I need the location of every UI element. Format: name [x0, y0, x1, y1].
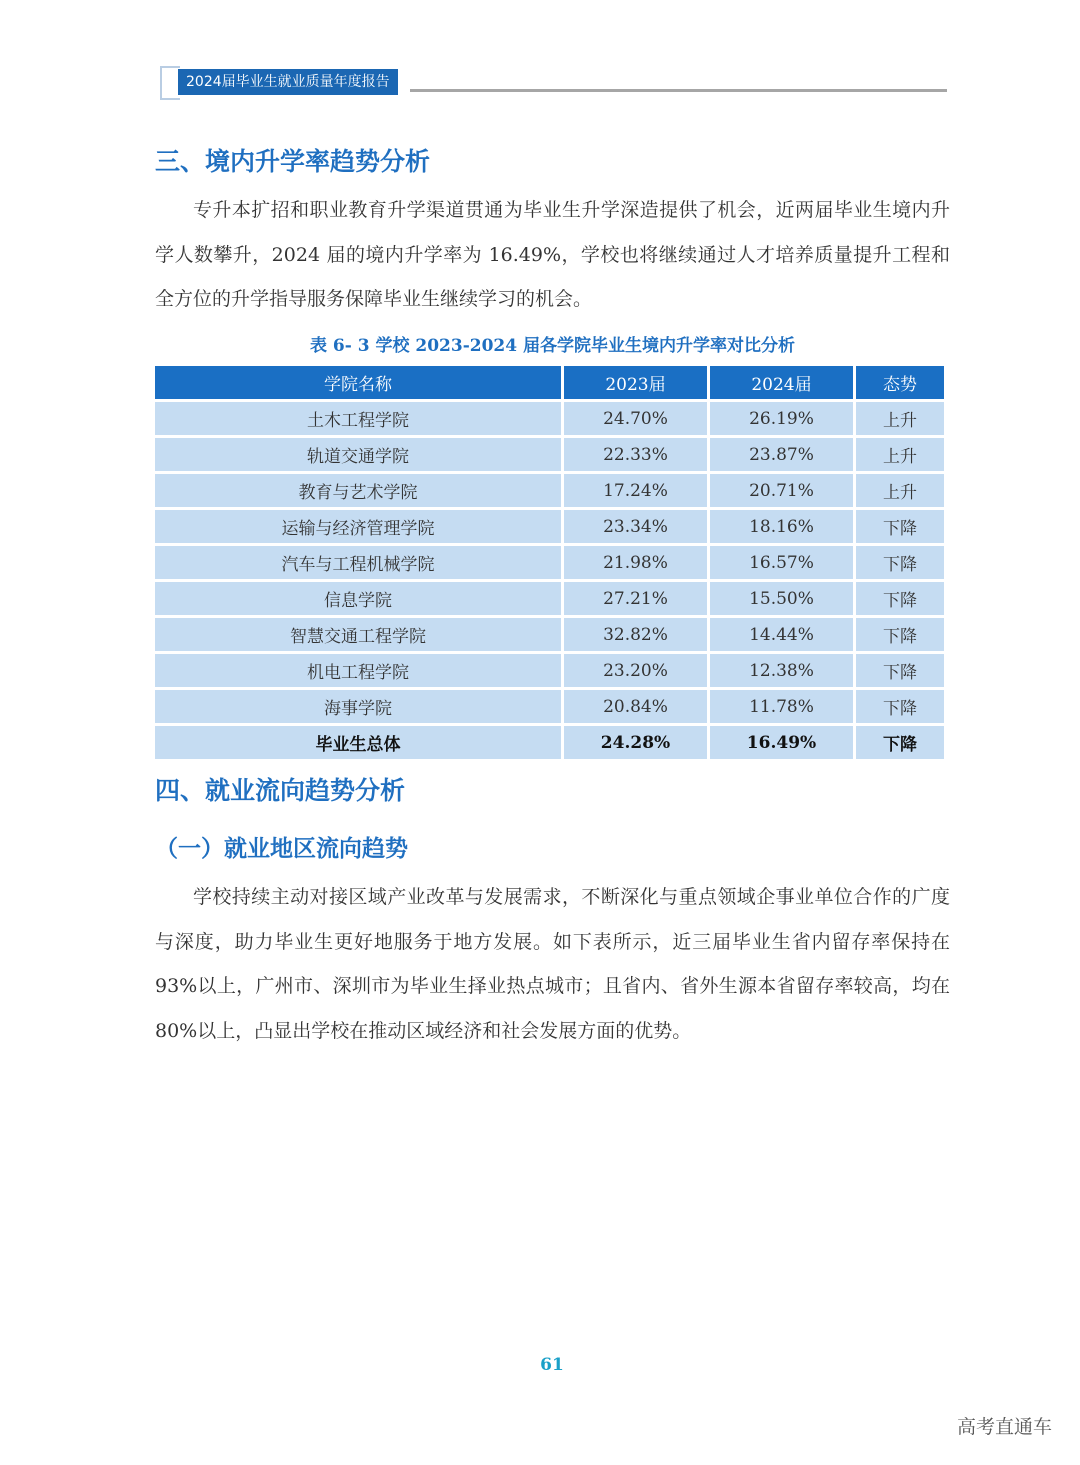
table-cell: 上升 [856, 402, 944, 435]
table-cell: 下降 [856, 510, 944, 543]
table-cell: 17.24% [564, 474, 707, 507]
section-4-paragraph: 学校持续主动对接区域产业改革与发展需求，不断深化与重点领域企事业单位合作的广度与深度，助力毕业生更好地服务于地方发展。如下表所示，近三届毕业生省内留存率保持在 93%以上，广州市、深圳市为毕业生择业热点城市；且省内、省外生源本省留存率较高，均在 80%以上，凸显出学校在推动区域经济和社会发展方面的优势。 [155, 886, 950, 1042]
table-cell: 18.16% [710, 510, 853, 543]
page-number: 61 [540, 1355, 564, 1375]
section-4-heading: 四、就业流向趋势分析 [155, 776, 406, 805]
table-row [155, 726, 944, 759]
table-row [155, 474, 944, 507]
table-cell: 26.19% [710, 402, 853, 435]
table-cell: 下降 [856, 618, 944, 651]
table-caption: 表 6- 3 学校 2023-2024 届各学院毕业生境内升学率对比分析 [310, 336, 795, 356]
table-cell: 12.38% [710, 654, 853, 687]
table-row [155, 690, 944, 723]
table-cell: 运输与经济管理学院 [155, 510, 561, 543]
table-cell: 下降 [856, 546, 944, 579]
table-cell: 下降 [856, 726, 944, 759]
table-cell: 11.78% [710, 690, 853, 723]
table-cell: 汽车与工程机械学院 [155, 546, 561, 579]
table-row [155, 510, 944, 543]
table-cell: 32.82% [564, 618, 707, 651]
table-cell: 27.21% [564, 582, 707, 615]
table-cell: 机电工程学院 [155, 654, 561, 687]
table-cell: 教育与艺术学院 [155, 474, 561, 507]
table-cell: 24.70% [564, 402, 707, 435]
table-cell: 轨道交通学院 [155, 438, 561, 471]
section-3-paragraph: 专升本扩招和职业教育升学渠道贯通为毕业生升学深造提供了机会，近两届毕业生境内升学人数攀升，2024 届的境内升学率为 16.49%，学校也将继续通过人才培养质量提升工程和全方位的升学指导服务保障毕业生继续学习的机会。 [155, 199, 950, 310]
table-row [155, 582, 944, 615]
table-cell: 土木工程学院 [155, 402, 561, 435]
table-cell: 毕业生总体 [155, 726, 561, 759]
table-cell: 20.84% [564, 690, 707, 723]
table-cell: 21.98% [564, 546, 707, 579]
table-cell: 20.71% [710, 474, 853, 507]
column-header: 2023届 [564, 366, 707, 399]
table-row [155, 654, 944, 687]
table-cell: 海事学院 [155, 690, 561, 723]
column-header: 学院名称 [155, 366, 561, 399]
watermark: 高考直通车 [956, 1416, 1052, 1438]
table-cell: 上升 [856, 474, 944, 507]
section-3-heading: 三、境内升学率趋势分析 [155, 147, 431, 176]
column-header: 2024届 [710, 366, 853, 399]
table-cell: 24.28% [564, 726, 707, 759]
header-decoration [160, 66, 180, 100]
table-cell: 14.44% [710, 618, 853, 651]
section-4-subheading: （一）就业地区流向趋势 [155, 836, 408, 862]
table-cell: 下降 [856, 582, 944, 615]
table-cell: 16.49% [710, 726, 853, 759]
table-cell: 下降 [856, 690, 944, 723]
table-cell: 23.87% [710, 438, 853, 471]
table-cell: 23.20% [564, 654, 707, 687]
table-row [155, 438, 944, 471]
table-cell: 22.33% [564, 438, 707, 471]
table-row [155, 402, 944, 435]
report-header-title: 2024届毕业生就业质量年度报告 [178, 69, 398, 95]
table-cell: 23.34% [564, 510, 707, 543]
table-cell: 信息学院 [155, 582, 561, 615]
table-row [155, 546, 944, 579]
table-cell: 下降 [856, 654, 944, 687]
table-cell: 智慧交通工程学院 [155, 618, 561, 651]
table-row [155, 618, 944, 651]
header-divider [410, 89, 947, 92]
column-header: 态势 [856, 366, 944, 399]
table-cell: 16.57% [710, 546, 853, 579]
enrollment-rate-table [152, 363, 947, 762]
table-cell: 上升 [856, 438, 944, 471]
table-cell: 15.50% [710, 582, 853, 615]
